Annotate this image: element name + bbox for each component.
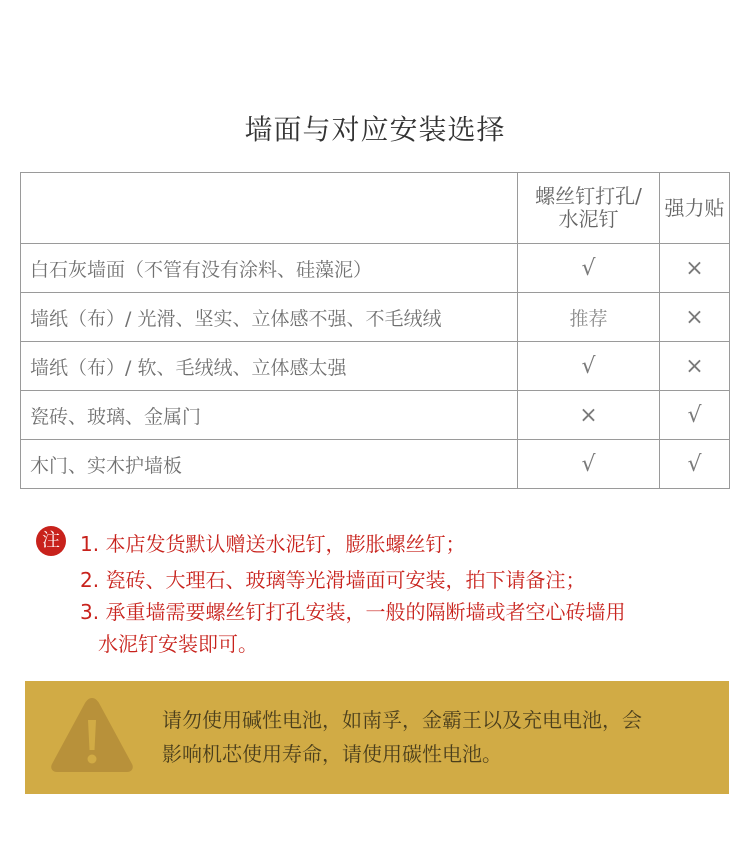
surface-cell: 墙纸（布）/ 光滑、坚实、立体感不强、不毛绒绒: [21, 293, 518, 342]
note-line-4: 水泥钉安装即可。: [98, 632, 258, 656]
warning-text: [162, 703, 722, 771]
warning-line-2: 影响机芯使用寿命，请使用碳性电池。: [162, 742, 502, 766]
header-screw-line2: 水泥钉: [558, 207, 619, 231]
surface-cell: 白石灰墙面（不管有没有涂料、硅藻泥）: [21, 244, 518, 293]
adhesive-cell: ×: [660, 342, 730, 391]
header-surface: [21, 173, 518, 244]
adhesive-cell: ×: [660, 244, 730, 293]
note-badge: 注: [36, 526, 66, 556]
header-adhesive: 强力贴: [660, 173, 730, 244]
surface-cell: 瓷砖、玻璃、金属门: [21, 391, 518, 440]
table-row: [21, 391, 730, 440]
warning-banner: [25, 681, 729, 794]
adhesive-cell: √: [660, 391, 730, 440]
page-title: 墙面与对应安装选择: [244, 113, 506, 146]
note-line-2: 2. 瓷砖、大理石、玻璃等光滑墙面可安装，拍下请备注；: [80, 568, 586, 592]
note-line-1: 1. 本店发货默认赠送水泥钉，膨胀螺丝钉；: [80, 532, 466, 556]
note-line-3: 3. 承重墙需要螺丝钉打孔安装，一般的隔断墙或者空心砖墙用: [80, 600, 626, 624]
table-row: [21, 440, 730, 489]
screw-cell: 推荐: [518, 293, 660, 342]
table-row: [21, 342, 730, 391]
header-screw-line1: 螺丝钉打孔/: [535, 184, 642, 208]
warning-line-1: 请勿使用碱性电池，如南孚，金霸王以及充电电池，会: [162, 708, 642, 732]
table-row: [21, 244, 730, 293]
table-header-row: [21, 173, 730, 244]
compatibility-table: [20, 172, 730, 489]
adhesive-cell: ×: [660, 293, 730, 342]
header-screw-nail: [518, 173, 660, 244]
adhesive-cell: √: [660, 440, 730, 489]
screw-cell: √: [518, 342, 660, 391]
warning-triangle-icon: [49, 694, 135, 776]
surface-cell: 墙纸（布）/ 软、毛绒绒、立体感太强: [21, 342, 518, 391]
screw-cell: √: [518, 440, 660, 489]
table-row: [21, 293, 730, 342]
screw-cell: ×: [518, 391, 660, 440]
surface-cell: 木门、实木护墙板: [21, 440, 518, 489]
screw-cell: √: [518, 244, 660, 293]
